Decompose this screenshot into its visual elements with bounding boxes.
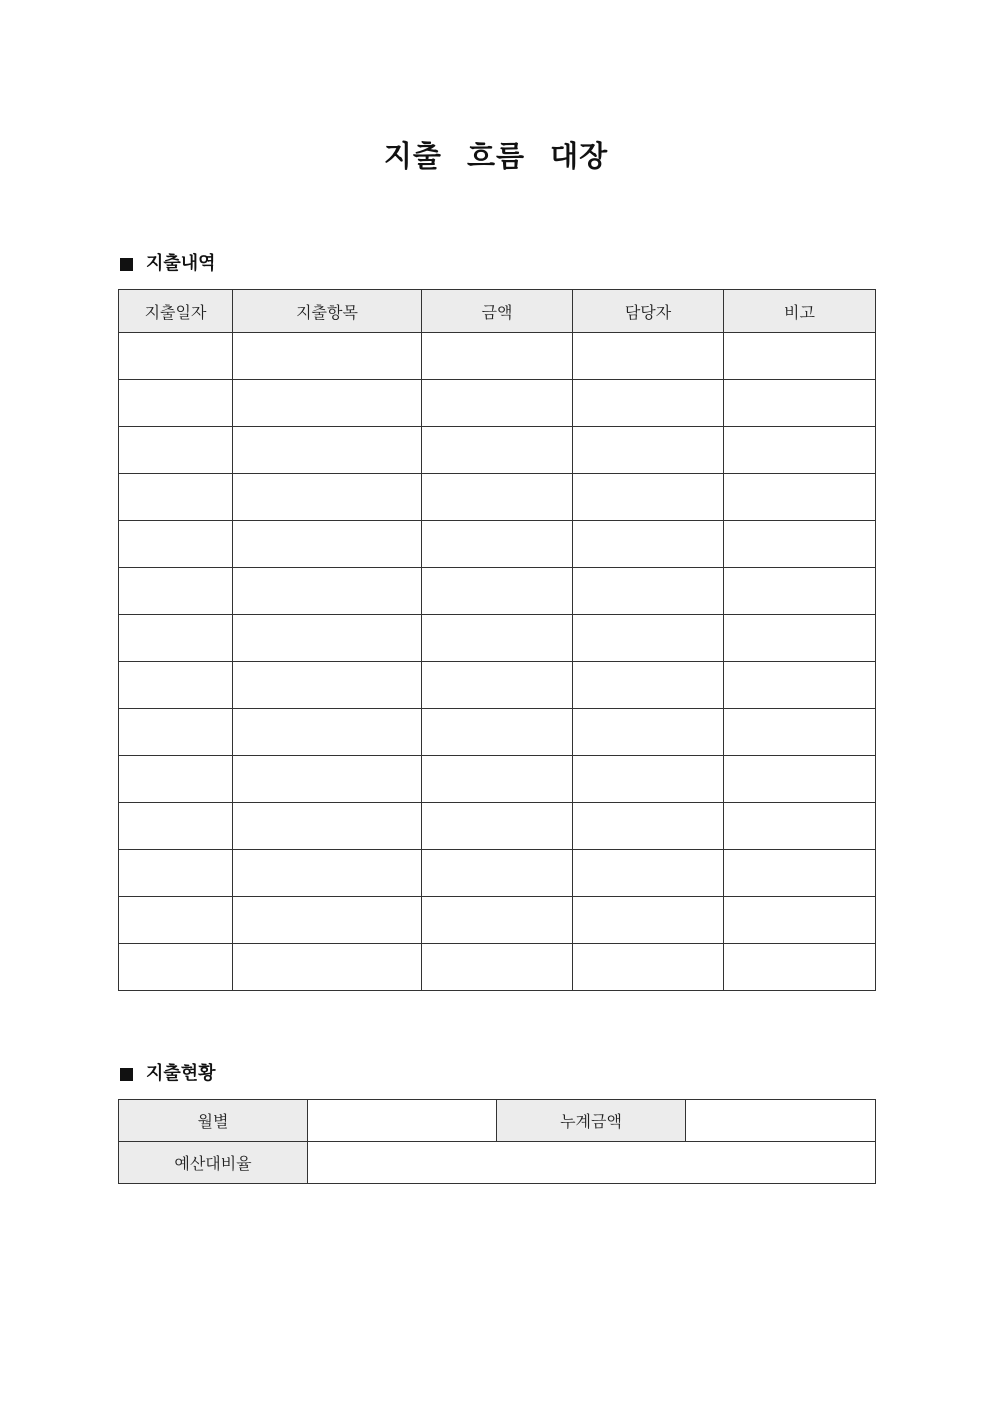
date-cell[interactable] bbox=[119, 944, 233, 991]
section-heading-expense bbox=[118, 252, 216, 276]
date-cell[interactable] bbox=[119, 474, 233, 521]
note-cell[interactable] bbox=[724, 803, 876, 850]
section-heading-label: 지출내역 bbox=[146, 253, 216, 274]
date-cell[interactable] bbox=[119, 427, 233, 474]
table-row bbox=[119, 944, 876, 991]
amount-cell[interactable] bbox=[422, 944, 573, 991]
date-cell[interactable] bbox=[119, 850, 233, 897]
column-header-date: 지출일자 bbox=[119, 290, 233, 333]
manager-cell[interactable] bbox=[573, 568, 724, 615]
note-cell[interactable] bbox=[724, 850, 876, 897]
item-cell[interactable] bbox=[233, 709, 422, 756]
amount-cell[interactable] bbox=[422, 568, 573, 615]
section-heading-label: 지출현황 bbox=[146, 1063, 216, 1084]
amount-cell[interactable] bbox=[422, 615, 573, 662]
item-cell[interactable] bbox=[233, 427, 422, 474]
manager-cell[interactable] bbox=[573, 709, 724, 756]
monthly-label: 월별 bbox=[119, 1100, 308, 1142]
table-row bbox=[119, 1142, 876, 1184]
item-cell[interactable] bbox=[233, 803, 422, 850]
square-bullet-icon bbox=[120, 258, 133, 271]
note-cell[interactable] bbox=[724, 662, 876, 709]
table-row bbox=[119, 850, 876, 897]
date-cell[interactable] bbox=[119, 568, 233, 615]
amount-cell[interactable] bbox=[422, 474, 573, 521]
cumulative-amount-label: 누계금액 bbox=[497, 1100, 686, 1142]
table-row bbox=[119, 521, 876, 568]
date-cell[interactable] bbox=[119, 333, 233, 380]
amount-cell[interactable] bbox=[422, 380, 573, 427]
note-cell[interactable] bbox=[724, 709, 876, 756]
manager-cell[interactable] bbox=[573, 803, 724, 850]
square-bullet-icon bbox=[120, 1068, 133, 1081]
table-row bbox=[119, 756, 876, 803]
date-cell[interactable] bbox=[119, 380, 233, 427]
cumulative-amount-value-cell[interactable] bbox=[686, 1100, 876, 1142]
manager-cell[interactable] bbox=[573, 897, 724, 944]
amount-cell[interactable] bbox=[422, 897, 573, 944]
amount-cell[interactable] bbox=[422, 709, 573, 756]
note-cell[interactable] bbox=[724, 521, 876, 568]
note-cell[interactable] bbox=[724, 944, 876, 991]
amount-cell[interactable] bbox=[422, 333, 573, 380]
item-cell[interactable] bbox=[233, 333, 422, 380]
section-heading-status bbox=[118, 1062, 216, 1086]
manager-cell[interactable] bbox=[573, 380, 724, 427]
note-cell[interactable] bbox=[724, 333, 876, 380]
note-cell[interactable] bbox=[724, 380, 876, 427]
table-row bbox=[119, 427, 876, 474]
note-cell[interactable] bbox=[724, 474, 876, 521]
amount-cell[interactable] bbox=[422, 850, 573, 897]
note-cell[interactable] bbox=[724, 897, 876, 944]
date-cell[interactable] bbox=[119, 521, 233, 568]
amount-cell[interactable] bbox=[422, 756, 573, 803]
expense-table bbox=[118, 289, 876, 991]
column-header-amount: 금액 bbox=[422, 290, 573, 333]
table-row bbox=[119, 615, 876, 662]
amount-cell[interactable] bbox=[422, 662, 573, 709]
item-cell[interactable] bbox=[233, 662, 422, 709]
manager-cell[interactable] bbox=[573, 615, 724, 662]
item-cell[interactable] bbox=[233, 380, 422, 427]
manager-cell[interactable] bbox=[573, 427, 724, 474]
column-header-note: 비고 bbox=[724, 290, 876, 333]
date-cell[interactable] bbox=[119, 803, 233, 850]
manager-cell[interactable] bbox=[573, 850, 724, 897]
date-cell[interactable] bbox=[119, 897, 233, 944]
manager-cell[interactable] bbox=[573, 521, 724, 568]
manager-cell[interactable] bbox=[573, 944, 724, 991]
manager-cell[interactable] bbox=[573, 474, 724, 521]
status-table bbox=[118, 1099, 876, 1184]
table-row bbox=[119, 662, 876, 709]
item-cell[interactable] bbox=[233, 615, 422, 662]
item-cell[interactable] bbox=[233, 474, 422, 521]
table-row bbox=[119, 709, 876, 756]
table-row bbox=[119, 568, 876, 615]
expense-table-body bbox=[119, 333, 876, 991]
monthly-value-cell[interactable] bbox=[308, 1100, 497, 1142]
manager-cell[interactable] bbox=[573, 662, 724, 709]
item-cell[interactable] bbox=[233, 756, 422, 803]
note-cell[interactable] bbox=[724, 568, 876, 615]
note-cell[interactable] bbox=[724, 427, 876, 474]
item-cell[interactable] bbox=[233, 521, 422, 568]
note-cell[interactable] bbox=[724, 756, 876, 803]
table-row bbox=[119, 380, 876, 427]
table-header-row bbox=[119, 290, 876, 333]
item-cell[interactable] bbox=[233, 568, 422, 615]
table-row bbox=[119, 1100, 876, 1142]
amount-cell[interactable] bbox=[422, 521, 573, 568]
table-row bbox=[119, 333, 876, 380]
budget-ratio-value-cell[interactable] bbox=[308, 1142, 876, 1184]
manager-cell[interactable] bbox=[573, 756, 724, 803]
date-cell[interactable] bbox=[119, 709, 233, 756]
item-cell[interactable] bbox=[233, 897, 422, 944]
table-row bbox=[119, 474, 876, 521]
amount-cell[interactable] bbox=[422, 427, 573, 474]
table-row bbox=[119, 803, 876, 850]
date-cell[interactable] bbox=[119, 756, 233, 803]
item-cell[interactable] bbox=[233, 944, 422, 991]
amount-cell[interactable] bbox=[422, 803, 573, 850]
table-row bbox=[119, 897, 876, 944]
item-cell[interactable] bbox=[233, 850, 422, 897]
note-cell[interactable] bbox=[724, 615, 876, 662]
page-title: 지출 흐름 대장 bbox=[383, 139, 609, 173]
column-header-manager: 담당자 bbox=[573, 290, 724, 333]
budget-ratio-label: 예산대비율 bbox=[119, 1142, 308, 1184]
column-header-item: 지출항목 bbox=[233, 290, 422, 333]
manager-cell[interactable] bbox=[573, 333, 724, 380]
date-cell[interactable] bbox=[119, 662, 233, 709]
date-cell[interactable] bbox=[119, 615, 233, 662]
